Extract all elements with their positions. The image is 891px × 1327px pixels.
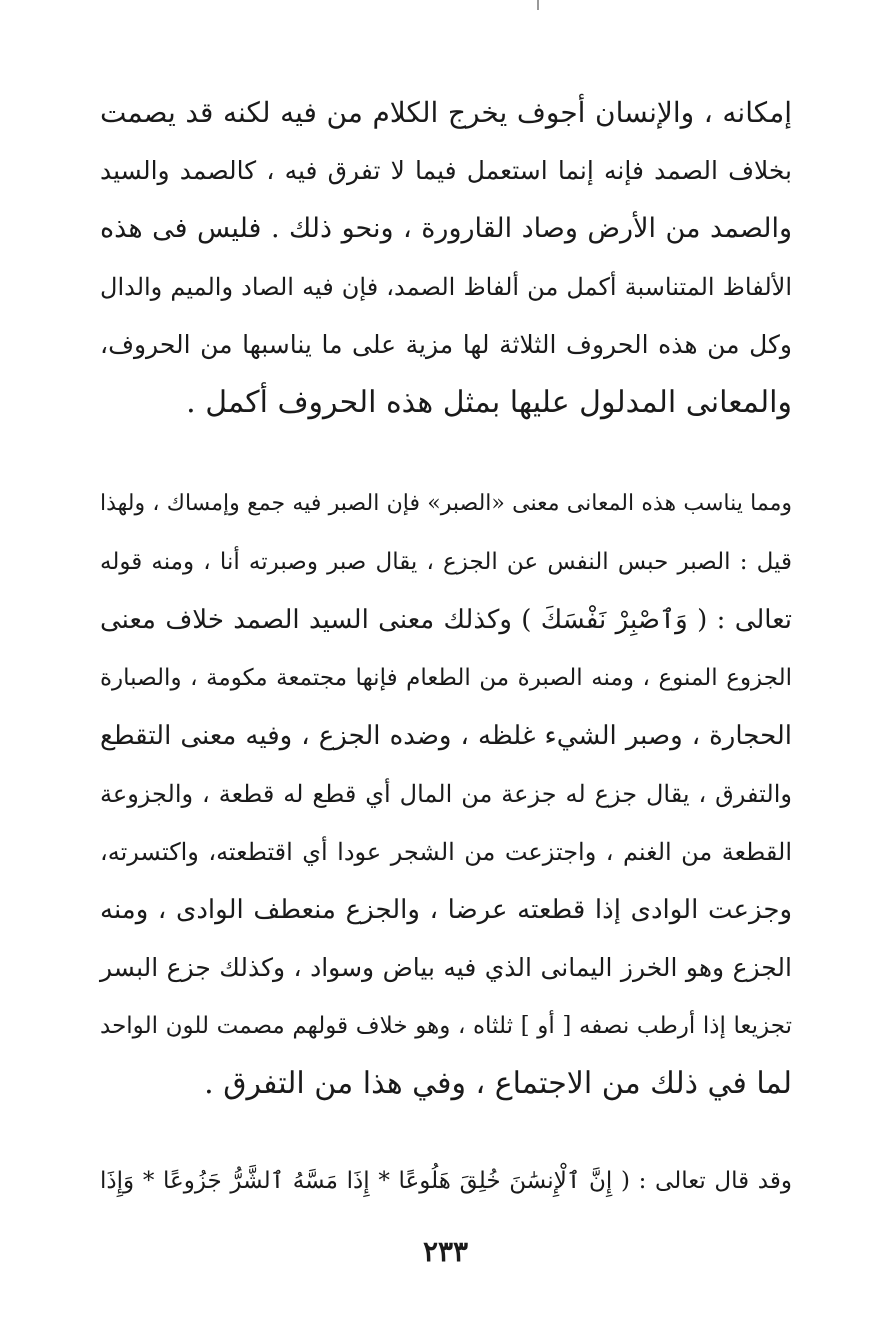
text-line: والصمد من الأرض وصاد القارورة ، ونحو ذلك . فليس فى هذه [100,213,792,244]
page-number: ٢٣٣ [422,1235,469,1268]
text-line: بخلاف الصمد فإنه إنما استعمل فيما لا تفرق فيه ، كالصمد والسيد [100,156,792,185]
text-line: والمعانى المدلول عليها بمثل هذه الحروف أكمل . [186,385,792,420]
text-line: الجزع وهو الخرز اليمانى الذي فيه بياض وسواد ، وكذلك جزع البسر [100,953,792,982]
paragraph-2 [100,475,792,1113]
text-line: الألفاظ المتناسبة أكمل من ألفاظ الصمد، فإن فيه الصاد والميم والدال [100,273,792,301]
text-line: القطعة من الغنم ، واجتزعت من الشجر عودا أي اقتطعته، واكتسرته، [100,838,792,866]
text-line: ومما يناسب هذه المعانى معنى «الصبر» فإن الصبر فيه جمع وإمساك ، ولهذا [100,491,792,516]
text-line: وكل من هذه الحروف الثلاثة لها مزية على ما يناسبها من الحروف، [100,330,792,359]
text-line: لما في ذلك من الاجتماع ، وفي هذا من التفرق . [204,1066,792,1101]
text-line: وقد قال تعالى : ( إِنَّ ٱلْإِنسَٰنَ خُلِقَ هَلُوعًا * إِذَا مَسَّهُ ٱلشَّرُّ جَزُوعًا * وَإِذَا [100,1168,792,1194]
page-top-mark [537,0,539,10]
text-line: تعالى : ( وَٱصْبِرْ نَفْسَكَ ) وكذلك معنى السيد الصمد خلاف معنى [100,605,792,635]
paragraph-1 [100,84,792,432]
text-line: والتفرق ، يقال جزع له جزعة من المال أي قطع له قطعة ، والجزوعة [100,780,792,808]
text-line: وجزعت الوادى إذا قطعته عرضا ، والجزع منعطف الوادى ، ومنه [100,895,792,925]
paragraph-3 [100,1152,792,1210]
text-line: تجزيعا إذا أرطب نصفه [ أو ] ثلثاه ، وهو خلاف قولهم مصمت للون الواحد [100,1013,792,1039]
text-line: الجزوع المنوع ، ومنه الصبرة من الطعام فإنها مجتمعة مكومة ، والصبارة [100,665,792,691]
text-line: الحجارة ، وصبر الشيء غلظه ، وضده الجزع ، وفيه معنى التقطع [100,721,792,751]
text-line: قيل : الصبر حبس النفس عن الجزع ، يقال صبر وصبرته أنا ، ومنه قوله [100,549,792,575]
text-line: إمكانه ، والإنسان أجوف يخرج الكلام من فيه لكنه قد يصمت [100,96,792,129]
